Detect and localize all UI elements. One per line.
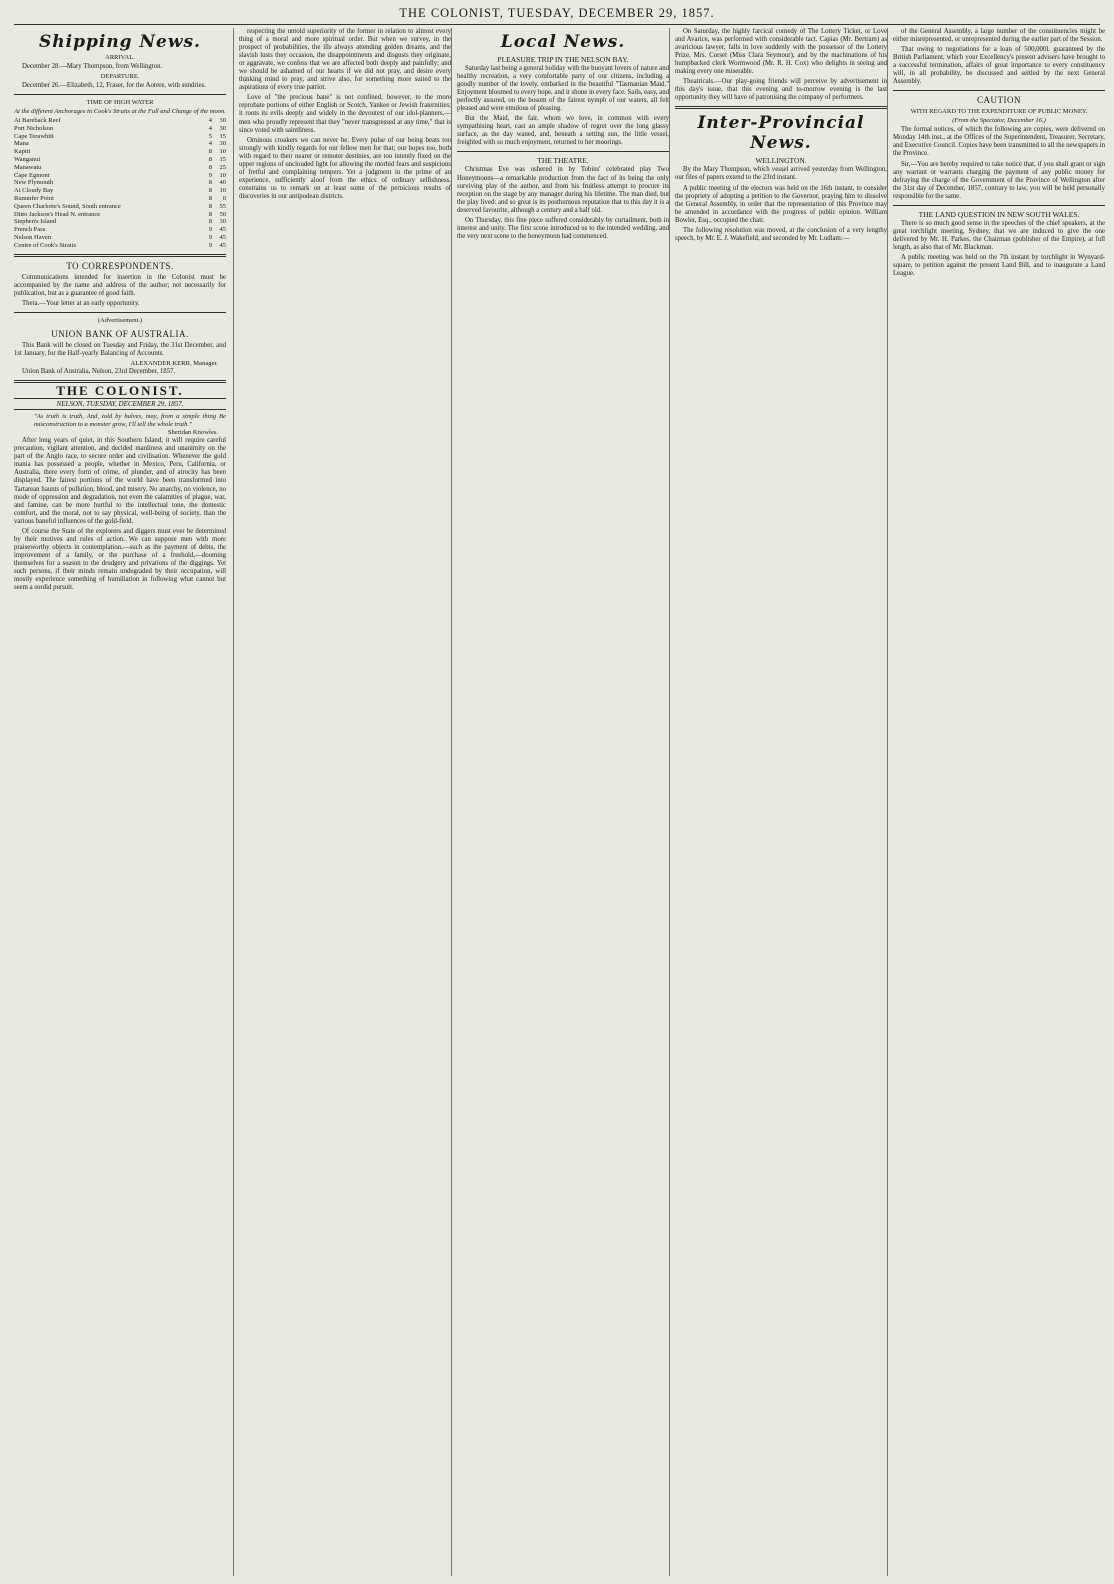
body-para: By the Mary Thompson, which vessel arrived yesterday from Wellington, our files of papers extend to the 23rd instant. [675, 166, 887, 182]
body-para: Sir,—You are hereby required to take notice that, if you shall grant or sign any warrant or warrants charging the payment of any public money for defraying the charge of the Government of the Province of Wellington after the 31st day of December, 1857, contrary to law, you will be held personally responsible for the same. [893, 160, 1105, 200]
tide-cell-h: 8 [208, 148, 212, 156]
body-para: Theatricals.—Our play-going friends will perceive by advertisement in this day's issue, that this evening and to-morrow evening is the last opportunity they will have of patronising the company of performers. [675, 78, 887, 102]
tide-cell-h: 4 [208, 140, 212, 148]
tide-cell-place: Manawatu [14, 163, 42, 171]
tide-cell-m: 0 [222, 195, 226, 203]
divider [14, 94, 226, 95]
bank-signature: ALEXANDER KERR, Manager. [130, 359, 218, 367]
tide-row [14, 226, 226, 234]
tide-cell-h: 4 [208, 117, 212, 125]
shipping-news-title: Shipping News. [39, 32, 201, 52]
caution-subheading: WITH REGARD TO THE EXPENDITURE OF PUBLIC MONEY. [910, 108, 1088, 116]
tide-cell-place: New Plymouth [14, 179, 54, 187]
tide-cell-place: At Cloudy Bay [14, 187, 54, 195]
tide-cell-place: Queen Charlotte's Sound, South entrance [14, 202, 121, 210]
body-para: A public meeting of the electors was held on the 16th instant, to consider the propriety of adopting a petition to the Governor, praying him to dissolve the General Assembly, in order that the representation of this Province may be amended in accordance with the progress of public opinion. William Bowler, Esq., occupied the chair. [675, 184, 887, 224]
tide-row [14, 133, 226, 141]
body-para: On Saturday, the highly farcical comedy of The Lottery Ticket, or Love and Avarice, was performed with considerable tact. Capias (Mr. Bertram) as avaricious lawyer, falls in love suddenly with the possessor of the Lottery Prize, Mrs. Corset (Miss Clara Seymour), and by the machinations of his humpbacked clerk Wormwood (Mr. R. H. Cox) who delights in seeing and making every one miserable. [675, 28, 887, 76]
tide-cell-h: 8 [208, 179, 212, 187]
tide-row [14, 125, 226, 133]
tide-cell-place: Rununfer Point [14, 195, 54, 203]
wellington-heading: WELLINGTON. [755, 156, 807, 166]
departure-text: December 26.—Elizabeth, 12, Fraser, for the Aorere, with sundries. [22, 82, 206, 90]
arrival-heading: ARRIVAL. [105, 54, 135, 61]
inter-provincial-title: Inter-Provincial News. [697, 113, 865, 154]
tide-row [14, 234, 226, 242]
tide-cell-m: 15 [219, 156, 226, 164]
divider [14, 254, 226, 257]
tide-row [14, 195, 226, 203]
divider [893, 90, 1105, 91]
tide-cell-m: 10 [219, 148, 226, 156]
masthead: THE COLONIST, TUESDAY, DECEMBER 29, 1857. [14, 6, 1100, 25]
tide-cell-m: 15 [219, 132, 226, 140]
tide-heading: TIME OF HIGH WATER [86, 99, 154, 107]
tide-cell-place: French Pass [14, 226, 46, 234]
tide-cell-place: Wanganui [14, 156, 41, 164]
body-para: Saturday last being a general holiday with the buoyant lovers of nature and healthy recreation, a very comfortable party of our citizens, including a goodly number of the lovely, embarked in the beautiful "Tasmanian Maid." Enjoyment bloomed to every hope, and it shone in every face. Sails, easy, and perfectly assured, on the bosom of the fairest nymph of our waters, all felt pleased and were emulous of pleasing. [457, 65, 669, 113]
tide-cell-h: 8 [208, 195, 212, 203]
tide-cell-h: 8 [208, 202, 212, 210]
tide-cell-place: Port Nicholson [14, 124, 54, 132]
editorial-para: Of course the State of the explorers and diggers must ever be determined by their motives and rules of action. We can suppose men with more praiseworthy objects in contemplation,—such as the payment of debts, the improvement of a family, or the purchase of a freehold,—dooming themselves for a season to the drudgery and privations of the diggings. Yet such persons, if their minds remain undegraded by their occupation, will mostly experience something of humiliation in following what cannot but seem a sordid pursuit. [14, 527, 226, 592]
tide-row [14, 172, 226, 180]
tide-cell-place: Nelson Haven [14, 234, 52, 242]
tide-cell-h: 8 [208, 187, 212, 195]
body-para: The formal notices, of which the following are copies, were delivered on Monday 14th inst., at the Offices of the Superintendent, Treasurer, Secretary, and Executive Council. Copies have been transmitted to all the newspapers in the Province. [893, 126, 1105, 158]
tide-row [14, 242, 226, 250]
body-para: A public meeting was held on the 7th instant by torchlight in Wynyard-square, to petition against the present Land Bill, and to inaugurate a Land League. [893, 253, 1105, 278]
bank-place: Union Bank of Australia, Nelson, 23rd December, 1857. [22, 367, 176, 375]
divider [457, 151, 669, 152]
tide-cell-m: 30 [219, 124, 226, 132]
divider [893, 205, 1105, 206]
divider [675, 106, 887, 109]
caution-heading: CAUTION [977, 95, 1021, 106]
tide-cell-h: 8 [208, 163, 212, 171]
local-news-title: Local News. [500, 32, 626, 52]
tide-cell-h: 9 [208, 226, 212, 234]
column-4 [669, 28, 887, 1576]
tide-cell-place: Cape Terawhiti [14, 132, 54, 140]
correspondents-text: Communications intended for insertion in the Colonist must be accompanied by the name and address of the author; not necessarily for publication, but as a guarantee of good faith. [14, 273, 226, 297]
land-question-heading: THE LAND QUESTION IN NEW SOUTH WALES. [918, 209, 1080, 219]
tide-cell-m: 10 [219, 171, 226, 179]
column-5 [887, 28, 1105, 1576]
column-1 [14, 28, 226, 1576]
tide-cell-h: 8 [208, 210, 212, 218]
tide-cell-m: 45 [219, 234, 226, 242]
body-para: That owing to negotiations for a loan of 500,000l. guaranteed by the British Parliament, which your Excellency's present advisers have brought to a successful termination, affairs of great importance to every constituency will, in all probability, be discussed and settled by the next General Assembly. [893, 46, 1105, 86]
tide-cell-m: 50 [219, 210, 226, 218]
motto-author: Sheridan Knowles. [167, 429, 218, 437]
tide-cell-m: 10 [219, 187, 226, 195]
tide-cell-place: Ditto Jackson's Head N. entrance [14, 210, 101, 218]
bank-heading: UNION BANK OF AUSTRALIA. [51, 328, 189, 339]
tide-cell-m: 55 [219, 202, 226, 210]
editorial-para: After long years of quiet, in this Southern Island, it will require careful precaution, vigilant attention, and decided manliness and unanimity on the part of the Anglo race, to secure order and civilisation. Whenever the gold mania has possessed a people, whether in Mexico, Peru, California, or Australia, there every form of crime, of plunder, and of atrocity has been displayed. The fairest portions of the world have been transformed into Tartarean haunts of pollution, blood, and misery. No anarchy, no violence, no mode of oppression and degradation, not even the calamities of plague, war, and famine, can be more hurtful to the intellectual tone, the domestic comfort, and the moral, not to say physical, well-being of society, than the various baneful influences of the gold-field. [14, 437, 226, 525]
tide-cell-m: 30 [219, 218, 226, 226]
divider [14, 312, 226, 313]
correspondents-heading: TO CORRESPONDENTS. [66, 260, 174, 271]
tide-cell-m: 40 [219, 179, 226, 187]
tide-row [14, 156, 226, 164]
tide-cell-h: 4 [208, 124, 212, 132]
motto: "As truth is truth, And, told by halves, may, from a simple thing Be misconstruction to a monster grow, I'll tell the whole truth." [34, 413, 226, 429]
tide-cell-h: 5 [208, 132, 212, 140]
tide-row [14, 140, 226, 148]
departure-heading: DEPARTURE. [100, 73, 140, 81]
tide-table [14, 117, 226, 250]
column-2 [233, 28, 451, 1576]
paper-date: NELSON, TUESDAY, DECEMBER 29, 1857. [14, 398, 226, 410]
tide-cell-m: 45 [219, 241, 226, 249]
tide-row [14, 187, 226, 195]
tide-subheading: At the different Anchorages in Cook's Straits at the Full and Change of the moon. [14, 108, 226, 116]
tide-cell-place: Stephen's Island [14, 218, 57, 226]
body-para: of the General Assembly, a large number of the constituencies might be either misrepresented, or unrepresented during the earlier part of the Session. [893, 28, 1105, 44]
theatre-heading: THE THEATRE. [537, 156, 589, 166]
tide-row [14, 211, 226, 219]
tide-row [14, 164, 226, 172]
body-para: Love of "the precious bane" is not confined, however, to the more reprobate portions of either English or Scotch, Yankee or Jewish fraternities; it roots its evils deeply and widely in the devoutest of our idol-planners,—men who proudly represent that they "never transgressed at any time," that is since voted with saintliness. [239, 94, 451, 134]
tide-cell-m: 45 [219, 226, 226, 234]
column-3 [451, 28, 669, 1576]
body-para: respecting the untold superiority of the former in relation to almost every thing of a moral and more spiritual order. But when we survey, in the prospect of probabilities, the ills always attending golden dreams, and the slavish lusts they occasion, the disappointments and disgusts they originate, or aggravate, we confess that we are affected both deeply and painfully; and we should be ashamed of our hearts if we did not pray, and desire every thinking mind to pray, and strive also, for something more suited to the aspirations of every true patriot. [239, 28, 451, 92]
tide-cell-place: Kapiti [14, 148, 31, 156]
tide-row [14, 148, 226, 156]
body-para: Ominous croakers we can never be. Every pulse of our being beats too strongly with kindly regards for our fellow men for that; our hopes too, both with regard to their nearer or remoter destinies, are too intently fixed on the upper regions of unclouded light for allowing the morbid fears and suspicions of fretful and complaining tempers. Yet a judgment in the prime of an experience, sufficiently aloof from the ethics of ordinary selfishness, constrains us to remark on at least some of the pernicious results of discoveries in our antipodean districts. [239, 136, 451, 200]
caution-source: (From the Spectator, December 16.) [952, 117, 1046, 125]
tide-cell-h: 8 [208, 218, 212, 226]
tide-row [14, 117, 226, 125]
body-para: Christmas Eve was ushered in by Tobins' celebrated play Two Honeymoons—a remarkable production from the fact of its being the only surviving play of the author, and from his fruitless attempt to procure its reception on the stage by any manager during his lifetime. The man died, but the play lived: and so great is its posthumous reputation that to this day it is a deserved favourite, although a century and a half old. [457, 166, 669, 214]
tide-cell-m: 25 [219, 163, 226, 171]
tide-cell-place: Centre of Cook's Straits [14, 241, 77, 249]
columns [14, 28, 1105, 1576]
tide-row [14, 218, 226, 226]
tide-row [14, 203, 226, 211]
arrival-text: December 28.—Mary Thompson, from Wellington. [22, 63, 163, 70]
body-para: But the Maid, the fair, whom we love, in common with every sympathising heart, cast an ample shadow of regret over the long glassy surface, as the day waned, and, beneath a setting sun, the little vessel, freighted with so much enjoyment, returned to her moorings. [457, 115, 669, 147]
tide-cell-h: 9 [208, 171, 212, 179]
tide-cell-m: 30 [219, 117, 226, 125]
bank-notice: This Bank will be closed on Tuesday and Friday, the 31st December, and 1st January, for the Half-yearly Balancing of Accounts. [14, 341, 226, 357]
body-para: There is so much good sense in the speeches of the chief speakers, at the great torchlight meeting, Sydney, that we are induced to give the one delivered by Mr. H. Parkes, the Chairman (publisher of the Empire), at full length, as also that of Mr. Blackman. [893, 219, 1105, 251]
pleasure-trip-heading: PLEASURE TRIP IN THE NELSON BAY. [497, 55, 629, 64]
body-para: On Thursday, this fine piece suffered considerably by curtailment, both in interest and unity. The first scene introduced us to the intended wedding, and the very next scene to the honeymoon had commenced. [457, 216, 669, 240]
advertisement-label: (Advertisement.) [97, 316, 143, 324]
tide-cell-place: Mana [14, 140, 29, 148]
body-para: The following resolution was moved, at the conclusion of a very lengthy speech, by Mr. E. J. Wakefield, and seconded by Mr. Ludlam:— [675, 226, 887, 242]
tide-cell-h: 8 [208, 156, 212, 164]
tide-row [14, 179, 226, 187]
tide-cell-place: Cape Egmont [14, 171, 50, 179]
tide-cell-m: 30 [219, 140, 226, 148]
tide-cell-h: 9 [208, 241, 212, 249]
correspondents-line: Theta.—Your letter at an early opportunity. [22, 299, 140, 307]
paper-title: THE COLONIST. [56, 383, 184, 399]
tide-cell-place: At Bareback Reef [14, 117, 61, 125]
tide-cell-h: 9 [208, 234, 212, 242]
